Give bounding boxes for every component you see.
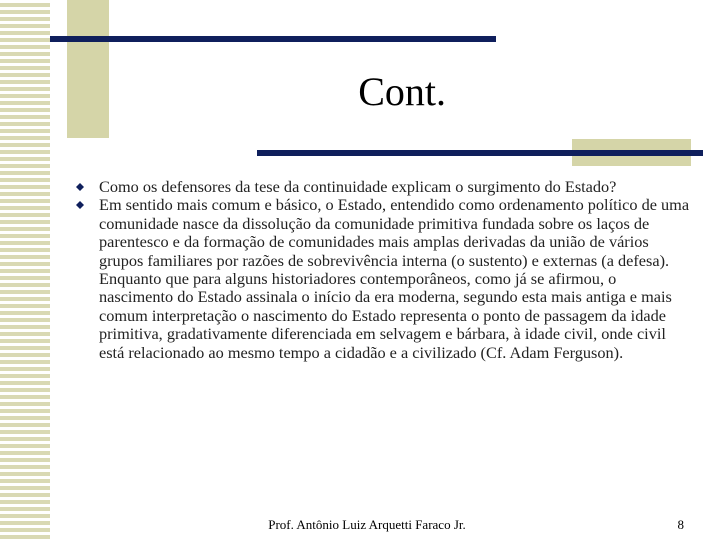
bullet-text: Como os defensores da tese da continuidade explicam o surgimento do Estado?: [99, 177, 617, 196]
slide-content: [76, 178, 692, 362]
bullet-item: [76, 196, 692, 362]
slide-title: Cont.: [358, 69, 446, 114]
diamond-bullet-icon: [76, 183, 84, 191]
footer-author: Prof. Antônio Luiz Arquetti Faraco Jr.: [268, 517, 466, 532]
title-bar-bottom: [257, 150, 703, 156]
bullet-item: [76, 178, 692, 196]
diamond-bullet-icon: [76, 201, 84, 209]
decorative-stripes: [0, 0, 50, 540]
title-bar-top: [50, 36, 496, 42]
bullet-text: Em sentido mais comum e básico, o Estado, entendido como ordenamento político de uma comunidade nasce da dissolução da comunidade primitiva fundada sobre os laços de parentesco e da formação de comunidades mais amplas derivadas da união de vários grupos familiares por razões de sobrevivência interna (o sustento) e externas (a defesa). Enquanto que para alguns historiadores contemporâneos, como já se afirmou, o nascimento do Estado assinala o início da era moderna, segundo esta mais antiga e mais comum interpretação o nascimento do Estado representa o ponto de passagem da idade primitiva, gradativamente diferenciada em selvagem e bárbara, à idade civil, onde civil está relacionado ao mesmo tempo a cidadão e a civilizado (Cf. Adam Ferguson).: [99, 195, 690, 362]
page-number: 8: [677, 517, 684, 532]
decorative-block-left: [67, 0, 109, 138]
